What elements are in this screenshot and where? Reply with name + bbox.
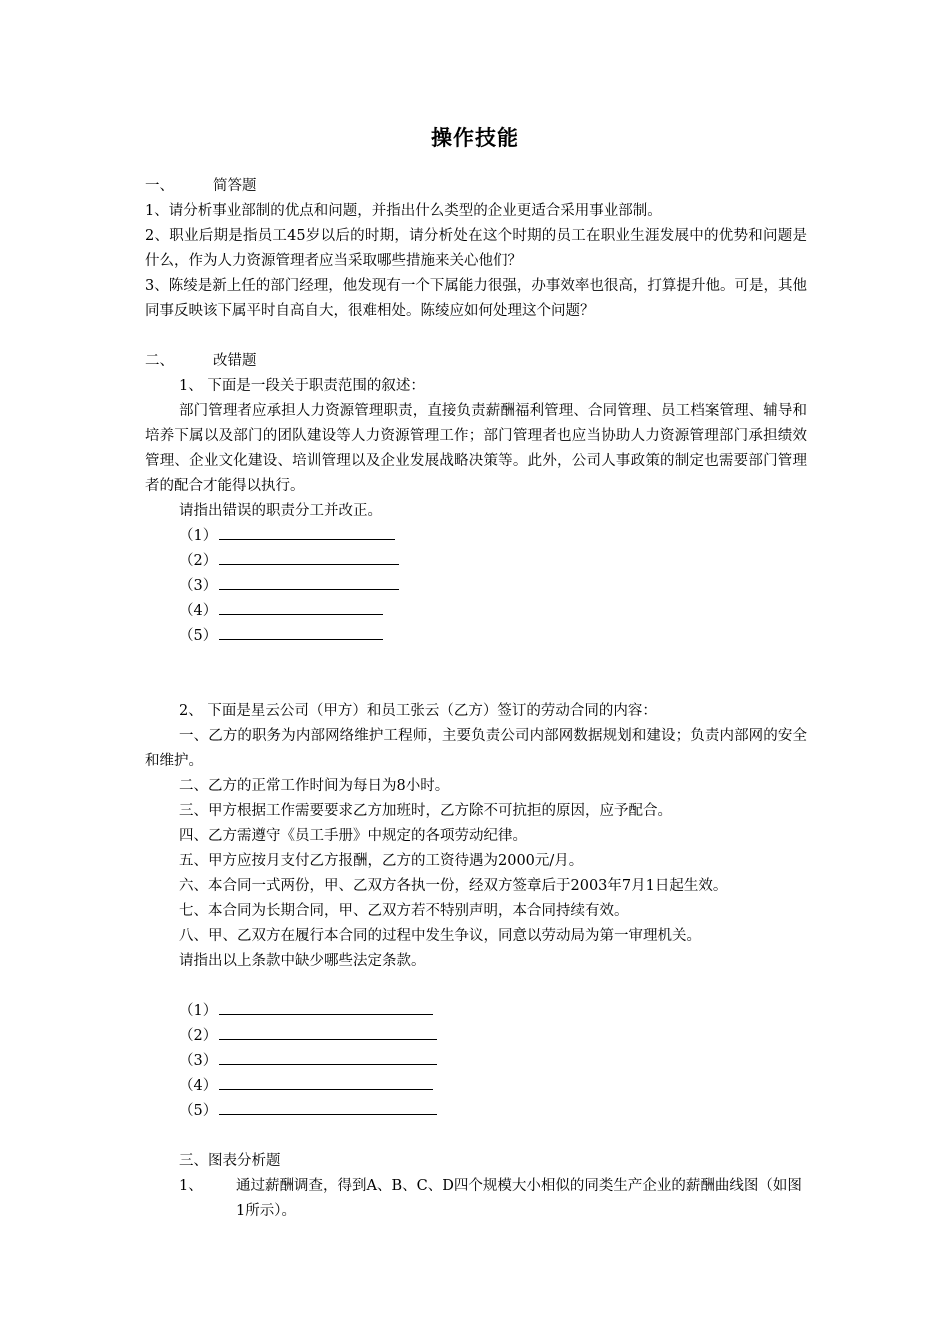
answer-line[interactable] <box>219 600 383 615</box>
question-2-2-ask: 请指出以上条款中缺少哪些法定条款。 <box>179 953 426 969</box>
answer-line[interactable] <box>219 1050 437 1065</box>
section-2-title: 改错题 <box>213 353 257 369</box>
answer-line[interactable] <box>219 1000 433 1015</box>
question-2-1-intro: 1、 下面是一段关于职责范围的叙述： <box>179 378 425 394</box>
question-1-2: 2、职业后期是指员工45岁以后的时期，请分析处在这个时期的员工在职业生涯发展中的优势和问题是什么，作为人力资源管理者应当采取哪些措施来关心他们？ <box>145 228 807 269</box>
answer-line[interactable] <box>219 550 399 565</box>
answer-blank[interactable]: （4） <box>145 1074 807 1099</box>
document-body <box>145 174 807 1224</box>
contract-clause: 六、本合同一式两份，甲、乙双方各执一份，经双方签章后于2003年7月1日起生效。 <box>179 878 728 894</box>
answer-blank[interactable]: （1） <box>145 524 807 549</box>
answer-line[interactable] <box>219 575 399 590</box>
question-3-1-number: 1、 <box>179 1178 203 1194</box>
section-2-heading <box>145 349 807 374</box>
contract-clause: 八、甲、乙双方在履行本合同的过程中发生争议，同意以劳动局为第一审理机关。 <box>179 928 701 944</box>
answer-blank[interactable]: （3） <box>145 1049 807 1074</box>
answer-blank[interactable]: （5） <box>145 624 807 649</box>
answer-blank[interactable]: （4） <box>145 599 807 624</box>
question-2-1-ask: 请指出错误的职责分工并改正。 <box>179 503 382 519</box>
answer-line[interactable] <box>219 625 383 640</box>
question-3-1 <box>145 1174 807 1224</box>
page-title: 操作技能 <box>431 125 519 150</box>
section-3-heading: 三、图表分析题 <box>179 1153 281 1169</box>
question-2-2-intro: 2、 下面是星云公司（甲方）和员工张云（乙方）签订的劳动合同的内容： <box>179 703 657 719</box>
section-1-number: 一、 <box>145 178 174 194</box>
question-1-3: 3、陈绫是新上任的部门经理，他发现有一个下属能力很强，办事效率也很高，打算提升他。可是，其他同事反映该下属平时自高自大，很难相处。陈绫应如何处理这个问题？ <box>145 278 807 319</box>
answer-blank[interactable]: （3） <box>145 574 807 599</box>
answer-blank[interactable]: （2） <box>145 1024 807 1049</box>
contract-clause: 二、乙方的正常工作时间为每日为8小时。 <box>179 778 450 794</box>
contract-clause: 三、甲方根据工作需要要求乙方加班时，乙方除不可抗拒的原因，应予配合。 <box>179 803 672 819</box>
contract-clause: 四、乙方需遵守《员工手册》中规定的各项劳动纪律。 <box>179 828 527 844</box>
question-2-1-body: 部门管理者应承担人力资源管理职责，直接负责薪酬福利管理、合同管理、员工档案管理、辅导和培养下属以及部门的团队建设等人力资源管理工作；部门管理者也应当协助人力资源管理部门承担绩效管理、企业文化建设、培训管理以及企业发展战略决策等。此外，公司人事政策的制定也需要部门管理者的配合才能得以执行。 <box>145 403 807 494</box>
contract-clause: 七、本合同为长期合同，甲、乙双方若不特别声明，本合同持续有效。 <box>179 903 629 919</box>
answer-line[interactable] <box>219 1075 433 1090</box>
answer-blank[interactable]: （1） <box>145 999 807 1024</box>
section-1-title: 简答题 <box>213 178 257 194</box>
contract-clause: 五、甲方应按月支付乙方报酬，乙方的工资待遇为2000元/月。 <box>179 853 584 869</box>
section-2-number: 二、 <box>145 353 174 369</box>
answer-line[interactable] <box>219 1025 437 1040</box>
question-3-1-text: 通过薪酬调查，得到A、B、C、D四个规模大小相似的同类生产企业的薪酬曲线图（如图1所示）。 <box>236 1178 802 1219</box>
answer-blank[interactable]: （2） <box>145 549 807 574</box>
contract-clause: 一、乙方的职务为内部网络维护工程师，主要负责公司内部网数据规划和建设；负责内部网的安全和维护。 <box>145 728 807 769</box>
answer-blank[interactable]: （5） <box>145 1099 807 1124</box>
answer-line[interactable] <box>219 1100 437 1115</box>
section-1-heading <box>145 174 807 199</box>
question-1-1: 1、请分析事业部制的优点和问题，并指出什么类型的企业更适合采用事业部制。 <box>145 203 662 219</box>
answer-line[interactable] <box>219 525 395 540</box>
